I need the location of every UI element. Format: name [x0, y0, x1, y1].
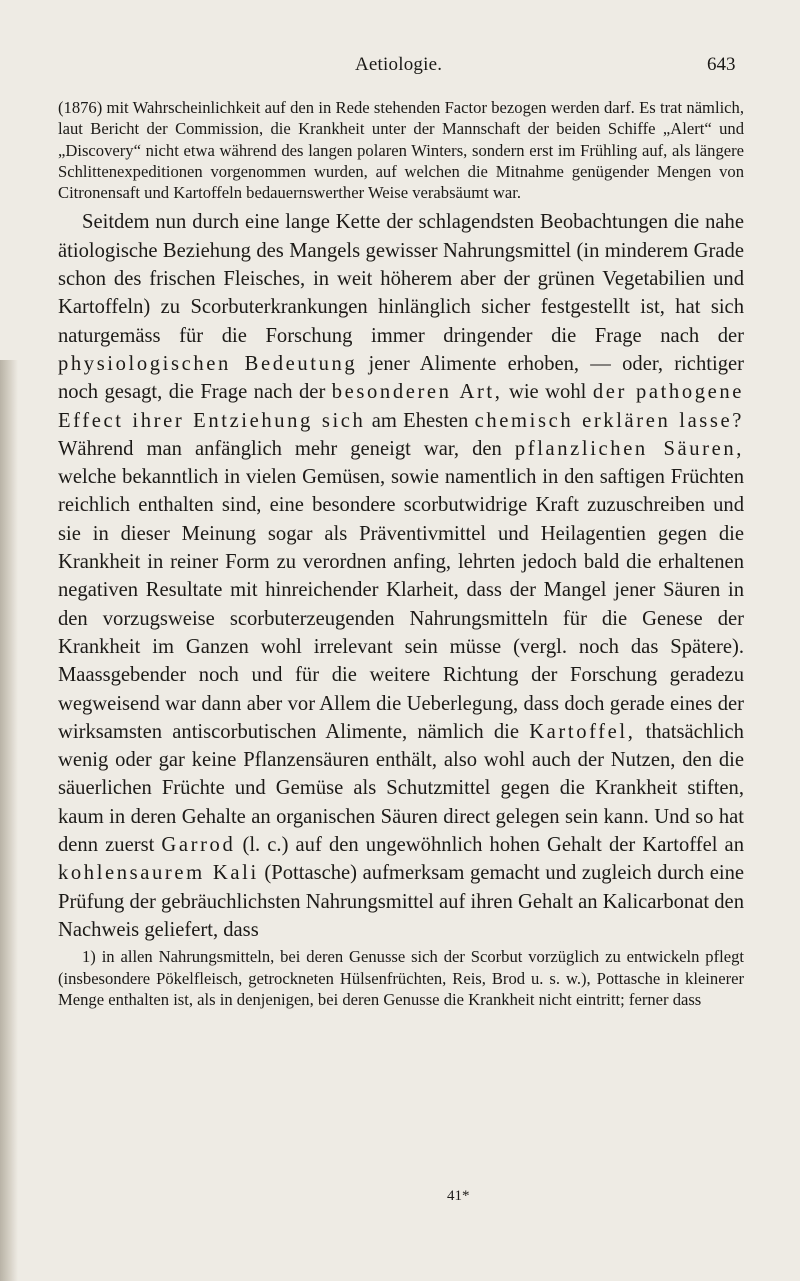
emphasis-spaced: Garrod [161, 834, 236, 857]
emphasis-spaced: kohlensaurem Kali [58, 862, 259, 885]
page-number: 643 [707, 54, 736, 75]
paragraph-small-print: (1876) mit Wahrscheinlichkeit auf den in Rede stehenden Factor bezogen werden darf. Es trat nämlich, laut Bericht der Commission, die Krankheit unter der Mannschaft der beiden Schiffe „Alert“ und „Discovery“ nicht etwa während des langen polaren Winters, sondern erst im Frühling auf, als längere Schlittenexpeditionen vorgenommen wurden, auf welchen die Mitnahme genügender Mengen von Citronensaft und Kartoffeln bedauernswerther Weise verabsäumt war. [58, 98, 744, 203]
emphasis-spaced: pflanzlichen Säuren, [514, 437, 744, 460]
running-head-title: Aetiologie. [355, 54, 443, 75]
text-segment: welche bekanntlich in vielen Gemüsen, sowie namentlich in den saftigen Früchten reichlich enthalten sind, eine besondere scorbutwidrige Kraft zuzuschreiben und sie in dieser Meinung sogar als Präventivmittel und Heilagentien gegen die Krankheit in reiner Form zu verordnen anfing, lehrten jedoch bald die erhaltenen negativen Resultate mit hinreichender Klarheit, dass der Mangel jener Säuren in den vorzugsweise scorbuterzeugenden Nahrungsmitteln für die Genese der Krankheit im Ganzen wohl irrelevant sein müsse (vergl. noch das Spätere). Maassgebender noch und für die weitere Richtung der Forschung geradezu wegweisend war dann aber vor Allem die Ueberlegung, dass doch gerade eines der wirksamsten antiscorbutischen Alimente, nämlich die [58, 466, 744, 743]
emphasis-spaced: chemisch erklären lasse? [474, 409, 745, 432]
binding-shadow [0, 360, 18, 1281]
emphasis-spaced: besonderen Art, [331, 381, 503, 404]
text-segment: (l. c.) auf den ungewöhnlich hohen Gehalt der Kartoffel an [242, 834, 744, 857]
text-segment: wie wohl [508, 381, 587, 404]
text-segment: (Pottasche) aufmerksam gemacht und zugleich durch eine Prüfung der gebräuchlichsten Nahrungsmittel auf ihren Gehalt an Kalicarbonat den Nachweis geliefert, dass [58, 862, 745, 941]
text-segment: am Ehesten [371, 409, 469, 432]
text-segment: Seitdem nun durch eine lange Kette der schlagendsten Beobachtungen die nahe ätiologische Beziehung des Mangels gewisser Nahrungsmittel (in minderem Grade schon des frischen Fleisches, in weit höherem aber der grünen Vegetabilien und Kartoffeln) zu Scorbuterkrankungen hinlänglich sicher festgestellt ist, hat sich naturgemäss für die Forschung immer dringender die Frage nach der [58, 211, 744, 347]
running-head [0, 52, 800, 82]
paragraph-main [58, 208, 744, 944]
signature-mark: 41* [447, 1188, 470, 1204]
emphasis-spaced: Kartoffel, [529, 720, 636, 743]
list-item: 1) in allen Nahrungsmitteln, bei deren Genusse sich der Scorbut vorzüglich zu entwickeln pflegt (insbesondere Pökelfleisch, getrockneten Hülsenfrüchten, Reis, Brod u. s. w.), Pottasche in kleinerer Menge enthalten ist, als in denjenigen, bei deren Genusse die Krankheit nicht eintritt; ferner dass [58, 947, 744, 1009]
emphasis-spaced: der pathogene Effect ihrer Entziehung sich [58, 381, 744, 432]
text-segment: thatsächlich wenig oder gar keine Pflanzensäuren enthält, also wohl auch der Nutzen, den die säuerlichen Früchte und Gemüse als Schutzmittel gegen die Krankheit stiften, kaum in deren Gehalte an organischen Säuren direct gelegen sein kann. Und so hat denn zuerst [58, 720, 744, 857]
text-segment: jener Alimente erhoben, — oder, richtiger noch gesagt, die Frage nach der [58, 352, 744, 404]
emphasis-spaced: physiologischen Bedeutung [58, 352, 358, 375]
text-segment: Während man anfänglich mehr geneigt war, den [58, 437, 502, 460]
body-text [58, 97, 744, 1010]
